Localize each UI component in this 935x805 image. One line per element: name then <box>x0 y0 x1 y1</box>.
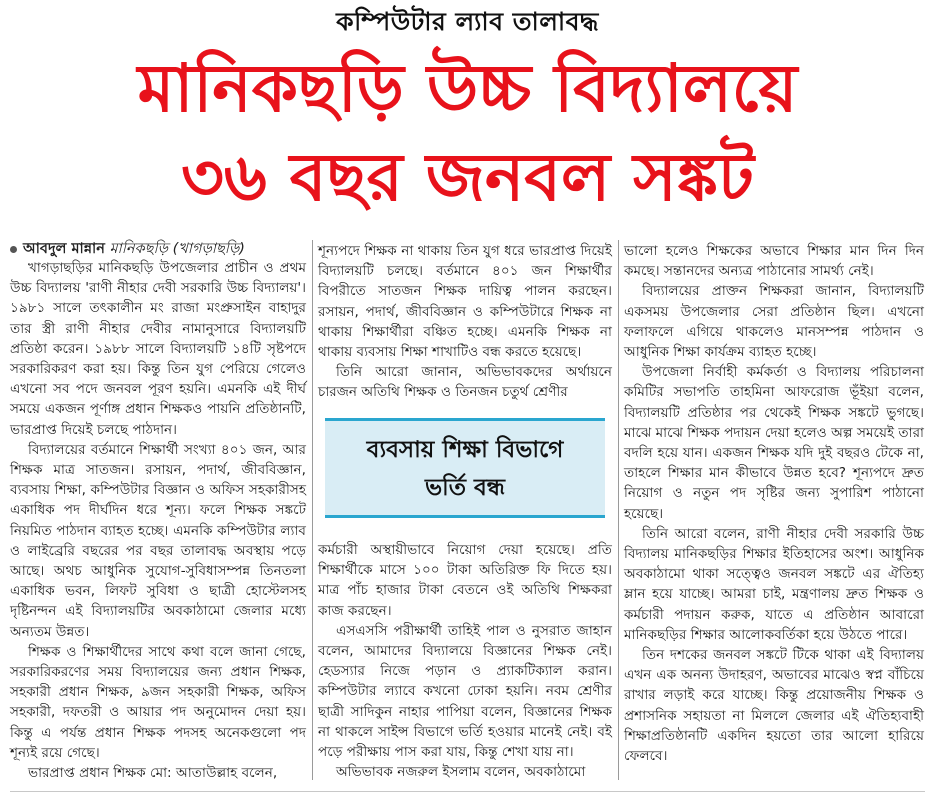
paragraph: তিনি আরো বলেন, রাণী নীহার দেবী সরকারি উচ্চ বিদ্যালয় মানিকছড়ির শিক্ষার ইতিহাসের অংশ। আধুনিক অবকাঠামো থাকা সত্ত্বেও জনবল সঙ্কটে এর ঐতিহ্য ম্লান হয়ে যাচ্ছে। আমরা চাই, মন্ত্রণালয় দ্রুত শিক্ষক ও কর্মচারী পদায়ন করুক, যাতে এ প্রতিষ্ঠান আবারো মানিকছড়ির শিক্ষার আলোকবর্তিকা হয়ে উঠতে পারে। <box>624 525 924 643</box>
dateline-place: মানিকছড়ি (খাগড়াছড়ি) <box>109 241 245 257</box>
article-column-3 <box>624 241 924 766</box>
bottom-divider <box>10 791 925 792</box>
paragraph: ভারপ্রাপ্ত প্রধান শিক্ষক মো: আতাউল্লাহ বলেন, <box>28 765 278 782</box>
paragraph: বিদ্যালয়ের প্রাক্তন শিক্ষকরা জানান, বিদ্যালয়টি একসময় উপজেলার সেরা প্রতিষ্ঠান ছিল। এখনো ফলাফলে এগিয়ে থাকলেও মানসম্পন্ন পাঠদান ও আধুনিক শিক্ষা কার্যক্রম ব্যাহত হচ্ছে। <box>624 283 924 361</box>
paragraph: খাগড়াছড়ির মানিকছড়ি উপজেলার প্রাচীন ও প্রথম উচ্চ বিদ্যালয় 'রাণী নীহার দেবী সরকারি উচ্চ বিদ্যালয়'। ১৯৮১ সালে তৎকালীন মং রাজা মংপ্রুসাইন বাহাদুর তার স্ত্রী রাণী নীহার দেবীর নামানুসারে বিদ্যালয়টি প্রতিষ্ঠা করেন। ১৯৮৮ সালে বিদ্যালয়টি ১৪টি সৃষ্টপদে সরকারিকরণ করা হয়। কিন্তু তিন যুগ পেরিয়ে গেলেও এখনো সব পদে জনবল পূরণ হয়নি। এমনকি এই দীর্ঘ সময়ে একজন পূর্ণাঙ্গ প্রধান শিক্ষকও পায়নি প্রতিষ্ঠানটি, ভারপ্রাপ্ত দিয়েই চলছে পাঠদান। <box>10 260 306 438</box>
kicker-headline: কম্পিউটার ল্যাব তালাবদ্ধ <box>336 7 599 36</box>
bullet-icon <box>10 246 17 253</box>
paragraph: এসএসসি পরীক্ষার্থী তাহিই পাল ও নুসরাত জাহান বলেন, আমাদের বিদ্যালয়ে বিজ্ঞানের শিক্ষক নেই। হেডস্যার নিজে পড়ান ও প্র্যাকটিক্যাল করান। কম্পিউটার ল্যাবে কখনো ঢোকা হয়নি। নবম শ্রেণীর ছাত্রী সাদিকুন নাহার পাপিয়া বলেন, বিজ্ঞানের শিক্ষক না থাকলে সাইন্স বিভাগে ভর্তি হওয়ার মানেই নেই। বই পড়ে পরীক্ষায় পাস করা যায়, কিন্তু শেখা যায় না। <box>318 622 612 761</box>
article-column-1 <box>10 258 306 783</box>
main-headline-line-2: ৩৬ বছর জনবল সঙ্কট <box>181 139 754 216</box>
paragraph: তিনি আরো জানান, অভিভাবকদের অর্থায়নে চারজন অতিথি শিক্ষক ও তিনজন চতুর্থ শ্রেণীর <box>318 364 612 401</box>
article-column-2-bottom <box>318 540 612 782</box>
pull-quote-line-1: ব্যবসায় শিক্ষা বিভাগে <box>366 437 564 463</box>
paragraph: কর্মচারী অস্থায়ীভাবে নিয়োগ দেয়া হয়েছে। প্রতি শিক্ষার্থীকে মাসে ১০০ টাকা অতিরিক্ত ফি দিতে হয়। মাত্র পাঁচ হাজার টাকা বেতনে ওই অতিথি শিক্ষকরা কাজ করছেন। <box>318 542 612 619</box>
article-column-2-top <box>318 241 612 403</box>
paragraph: শিক্ষক ও শিক্ষার্থীদের সাথে কথা বলে জানা গেছে, সরকারিকরণের সময় বিদ্যালয়ের জন্য প্রধান শিক্ষক, সহকারী প্রধান শিক্ষক, ৯জন সহকারী শিক্ষক, অফিস সহকারী, দফতরী ও আয়ার পদ অনুমোদন দেয়া হয়। কিন্তু এ পর্যন্ত প্রধান শিক্ষক পদসহ অনেকগুলো পদ শূন্যই রয়ে গেছে। <box>10 643 306 761</box>
paragraph: বিদ্যালয়ের বর্তমানে শিক্ষার্থী সংখ্যা ৪০১ জন, আর শিক্ষক মাত্র সাতজন। রসায়ন, পদার্থ, জীববিজ্ঞান, ব্যবসায় শিক্ষা, কম্পিউটার বিজ্ঞান ও অফিস সহকারীসহ একাধিক পদ দীর্ঘদিন ধরে শূন্য। ফলে শিক্ষক সঙ্কটে নিয়মিত পাঠদান ব্যাহত হচ্ছে। এমনকি কম্পিউটার ল্যাব ও লাইব্রেরি বছরের পর বছর তালাবদ্ধ অবস্থায় পড়ে আছে। অথচ আধুনিক সুযোগ-সুবিধাসম্পন্ন তিনতলা একাধিক ভবন, লিফট সুবিধা ও ছাত্রী হোস্টেলসহ দৃষ্টিনন্দন এই বিদ্যালয়টির অবকাঠামো জেলার মধ্যে অন্যতম উন্নত। <box>10 441 306 640</box>
column-divider <box>312 240 313 780</box>
main-headline-line-1: মানিকছড়ি উচ্চ বিদ্যালয়ে <box>137 50 798 127</box>
column-divider <box>618 240 619 780</box>
pull-quote-line-2: ভর্তি বন্ধ <box>425 475 505 501</box>
paragraph: তিন দশকের জনবল সঙ্কটে টিকে থাকা এই বিদ্যালয় এখন এক অনন্য উদাহরণ, অভাবের মাঝেও স্বপ্ন বাঁচিয়ে রাখার লড়াই করে যাচ্ছে। কিন্তু প্রয়োজনীয় শিক্ষক ও প্রশাসনিক সহায়তা না মিললে জেলার এই ঐতিহ্যবাহী শিক্ষাপ্রতিষ্ঠানটি একদিন হয়তো তার আলো হারিয়ে ফেলবে। <box>624 647 924 765</box>
paragraph: শূন্যপদে শিক্ষক না থাকায় তিন যুগ ধরে ভারপ্রাপ্ত দিয়েই বিদ্যালয়টি চলছে। বর্তমানে ৪০১ জন শিক্ষার্থীর বিপরীতে সাতজন শিক্ষক দায়িত্ব পালন করছেন। রসায়ন, পদার্থ, জীববিজ্ঞান ও কম্পিউটারে শিক্ষক না থাকায় শিক্ষার্থীরা বঞ্চিত হচ্ছে। এমনকি শিক্ষক না থাকায় ব্যবসায় শিক্ষা শাখাটিও বন্ধ করতে হয়েছে। <box>318 243 612 361</box>
paragraph: উপজেলা নির্বাহী কর্মকর্তা ও বিদ্যালয় পরিচালনা কমিটির সভাপতি তাহমিনা আফরোজ ভূঁইয়া বলেন, বিদ্যালয়টি প্রতিষ্ঠার পর থেকেই শিক্ষক সঙ্কটে ভুগছে। মাঝে মাঝে শিক্ষক পদায়ন দেয়া হলেও অল্প সময়েই তারা বদলি হয়ে যান। একজন শিক্ষক যদি দুই বছরও টেকে না, তাহলে শিক্ষার মান কীভাবে উন্নত হবে? শূন্যপদে দ্রুত নিয়োগ ও নতুন পদ সৃষ্টির জন্য সুপারিশ পাঠানো হয়েছে। <box>624 364 924 522</box>
author-name: আবদুল মান্নান <box>23 241 105 257</box>
paragraph: ভালো হলেও শিক্ষকের অভাবে শিক্ষার মান দিন দিন কমছে। সন্তানদের অন্যত্র পাঠানোর সামর্থ্য নেই। <box>624 243 924 280</box>
pull-quote-box <box>325 418 605 518</box>
paragraph: অভিভাবক নজরুল ইসলাম বলেন, অবকাঠামো <box>336 764 586 781</box>
